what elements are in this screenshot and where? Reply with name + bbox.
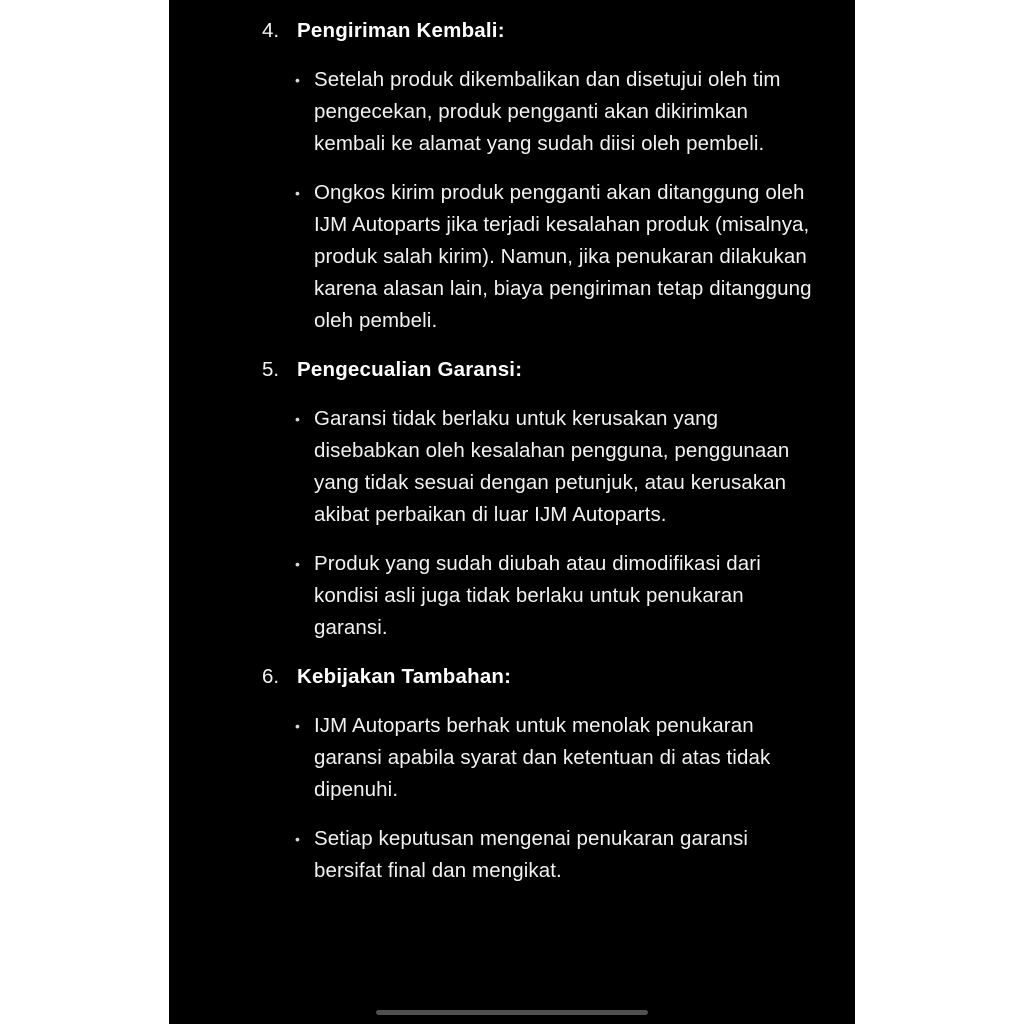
bullet-text: Ongkos kirim produk pengganti akan ditanggung oleh IJM Autoparts jika terjadi kesalahan produk (misalnya, produk salah kirim). Namun, jika penukaran dilakukan karena alasan lain, biaya pengiriman tetap ditanggung oleh pembeli.: [314, 181, 812, 332]
bullet-text: Setiap keputusan mengenai penukaran garansi bersifat final dan mengikat.: [314, 827, 748, 882]
home-indicator-bar: [376, 1010, 648, 1015]
bullet-item: [169, 823, 855, 887]
section-title: Pengiriman Kembali: [297, 19, 498, 42]
bullet-icon: •: [295, 411, 300, 427]
section-title-suffix: :: [515, 358, 523, 381]
section-number: 4.: [262, 19, 280, 42]
section-number: 6.: [262, 665, 280, 688]
section-title: Pengecualian Garansi: [297, 358, 516, 381]
section-heading: [169, 354, 855, 386]
bullet-icon: •: [295, 556, 300, 572]
bullet-text: Produk yang sudah diubah atau dimodifikasi dari kondisi asli juga tidak berlaku untuk penukaran garansi.: [314, 552, 761, 639]
section-title-wrap: [297, 354, 522, 386]
bullet-item: [169, 548, 855, 644]
bullet-icon: •: [295, 718, 300, 734]
screenshot-panel: [169, 0, 855, 1024]
section-heading: [169, 661, 855, 693]
section-title-wrap: [297, 15, 505, 47]
bullet-icon: •: [295, 72, 300, 88]
section-heading: [169, 15, 855, 47]
bullet-text: IJM Autoparts berhak untuk menolak penukaran garansi apabila syarat dan ketentuan di atas tidak dipenuhi.: [314, 714, 771, 801]
bullet-icon: •: [295, 185, 300, 201]
bullet-item: [169, 177, 855, 337]
bullet-icon: •: [295, 831, 300, 847]
bullet-item: [169, 710, 855, 806]
section-title-suffix: :: [504, 665, 511, 688]
bullet-item: [169, 64, 855, 160]
section-title: Kebijakan Tambahan: [297, 665, 505, 688]
bullet-item: [169, 403, 855, 531]
bullet-text: Garansi tidak berlaku untuk kerusakan yang disebabkan oleh kesalahan pengguna, penggunaan yang tidak sesuai dengan petunjuk, atau kerusakan akibat perbaikan di luar IJM Autoparts.: [314, 407, 790, 526]
section-number: 5.: [262, 358, 280, 381]
section-title-wrap: [297, 661, 511, 693]
section-title-suffix: :: [497, 19, 505, 42]
bullet-text: Setelah produk dikembalikan dan disetujui oleh tim pengecekan, produk pengganti akan dikirimkan kembali ke alamat yang sudah diisi oleh pembeli.: [314, 68, 781, 155]
